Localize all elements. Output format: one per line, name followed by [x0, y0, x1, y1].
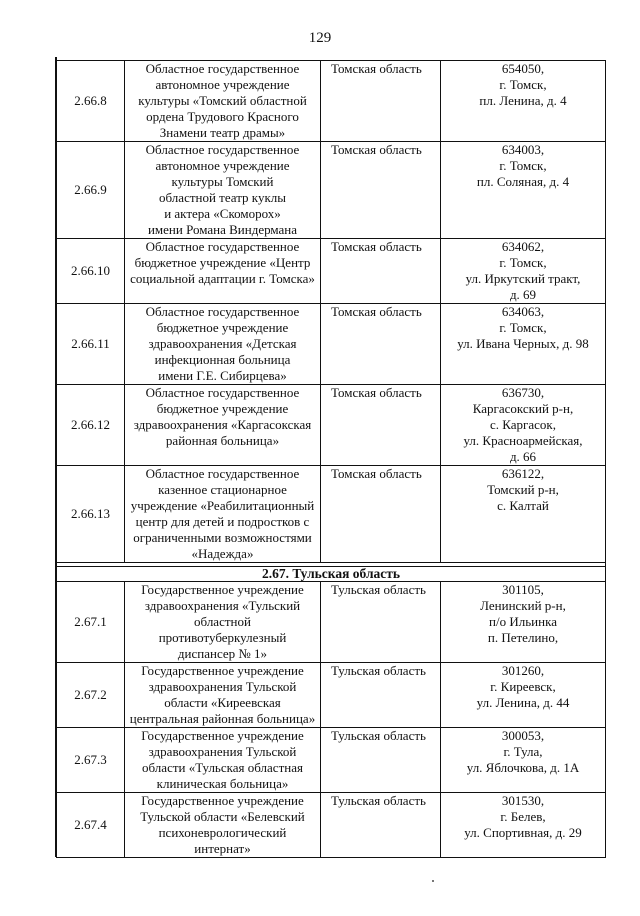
- institution-name: Областное государственное бюджетное учреждение «Центр социальной адаптации г. Томска»: [125, 239, 321, 304]
- row-number: 2.67.3: [57, 728, 125, 793]
- table-row: [57, 61, 606, 142]
- table-row: [57, 239, 606, 304]
- table-row: [57, 793, 606, 858]
- region-name: Томская область: [321, 466, 441, 563]
- row-number: 2.67.2: [57, 663, 125, 728]
- section-header-row: [57, 567, 606, 582]
- region-name: Томская область: [321, 142, 441, 239]
- row-number: 2.67.4: [57, 793, 125, 858]
- postal-address: 636730, Каргасокский р-н, с. Каргасок, ул. Красноармейская, д. 66: [441, 385, 606, 466]
- region-name: Томская область: [321, 385, 441, 466]
- postal-address: 301260, г. Киреевск, ул. Ленина, д. 44: [441, 663, 606, 728]
- postal-address: 301105, Ленинский р-н, п/о Ильинка п. Петелино,: [441, 582, 606, 663]
- page-number: 129: [308, 30, 332, 46]
- table-row: [57, 582, 606, 663]
- region-name: Тульская область: [321, 728, 441, 793]
- row-number: 2.66.12: [57, 385, 125, 466]
- table-row: [57, 142, 606, 239]
- institution-name: Областное государственное бюджетное учреждение здравоохранения «Каргасокская районная больница»: [125, 385, 321, 466]
- table-row: [57, 728, 606, 793]
- institution-name: Государственное учреждение здравоохранения Тульской области «Тульская областная клиническая больница»: [125, 728, 321, 793]
- postal-address: 636122, Томский р-н, с. Калтай: [441, 466, 606, 563]
- institution-name: Областное государственное автономное учреждение культуры «Томский областной ордена Трудового Красного Знамени театр драмы»: [125, 61, 321, 142]
- section-break: [57, 563, 606, 582]
- region-name: Тульская область: [321, 793, 441, 858]
- institution-name: Государственное учреждение здравоохранения Тульской области «Киреевская центральная районная больница»: [125, 663, 321, 728]
- postal-address: 634003, г. Томск, пл. Соляная, д. 4: [441, 142, 606, 239]
- region-name: Томская область: [321, 239, 441, 304]
- institution-name: Областное государственное автономное учреждение культуры Томский областной театр куклы и актера «Скоморох» имени Романа Виндермана: [125, 142, 321, 239]
- table-row: [57, 663, 606, 728]
- table-row: [57, 385, 606, 466]
- table-row: [57, 466, 606, 563]
- institution-name: Областное государственное казенное стационарное учреждение «Реабилитационный центр для детей и подростков с ограниченными возможностями «Надежда»: [125, 466, 321, 563]
- scan-speck: [432, 880, 434, 882]
- table-body-tomsk: [57, 61, 606, 563]
- institution-name: Государственное учреждение Тульской области «Белевский психоневрологический интернат»: [125, 793, 321, 858]
- postal-address: 301530, г. Белев, ул. Спортивная, д. 29: [441, 793, 606, 858]
- postal-address: 634063, г. Томск, ул. Ивана Черных, д. 98: [441, 304, 606, 385]
- institutions-table: [56, 60, 606, 858]
- row-number: 2.66.10: [57, 239, 125, 304]
- row-number: 2.66.11: [57, 304, 125, 385]
- region-name: Тульская область: [321, 663, 441, 728]
- row-number: 2.66.13: [57, 466, 125, 563]
- row-number: 2.66.8: [57, 61, 125, 142]
- postal-address: 634062, г. Томск, ул. Иркутский тракт, д. 69: [441, 239, 606, 304]
- region-name: Томская область: [321, 304, 441, 385]
- table-body-tula: [57, 582, 606, 858]
- institution-name: Государственное учреждение здравоохранения «Тульский областной противотуберкулезный диспансер № 1»: [125, 582, 321, 663]
- institution-name: Областное государственное бюджетное учреждение здравоохранения «Детская инфекционная больница имени Г.Е. Сибирцева»: [125, 304, 321, 385]
- region-name: Томская область: [321, 61, 441, 142]
- row-number: 2.67.1: [57, 582, 125, 663]
- region-name: Тульская область: [321, 582, 441, 663]
- row-number: 2.66.9: [57, 142, 125, 239]
- table-row: [57, 304, 606, 385]
- postal-address: 654050, г. Томск, пл. Ленина, д. 4: [441, 61, 606, 142]
- section-title: 2.67. Тульская область: [57, 567, 606, 582]
- postal-address: 300053, г. Тула, ул. Яблочкова, д. 1А: [441, 728, 606, 793]
